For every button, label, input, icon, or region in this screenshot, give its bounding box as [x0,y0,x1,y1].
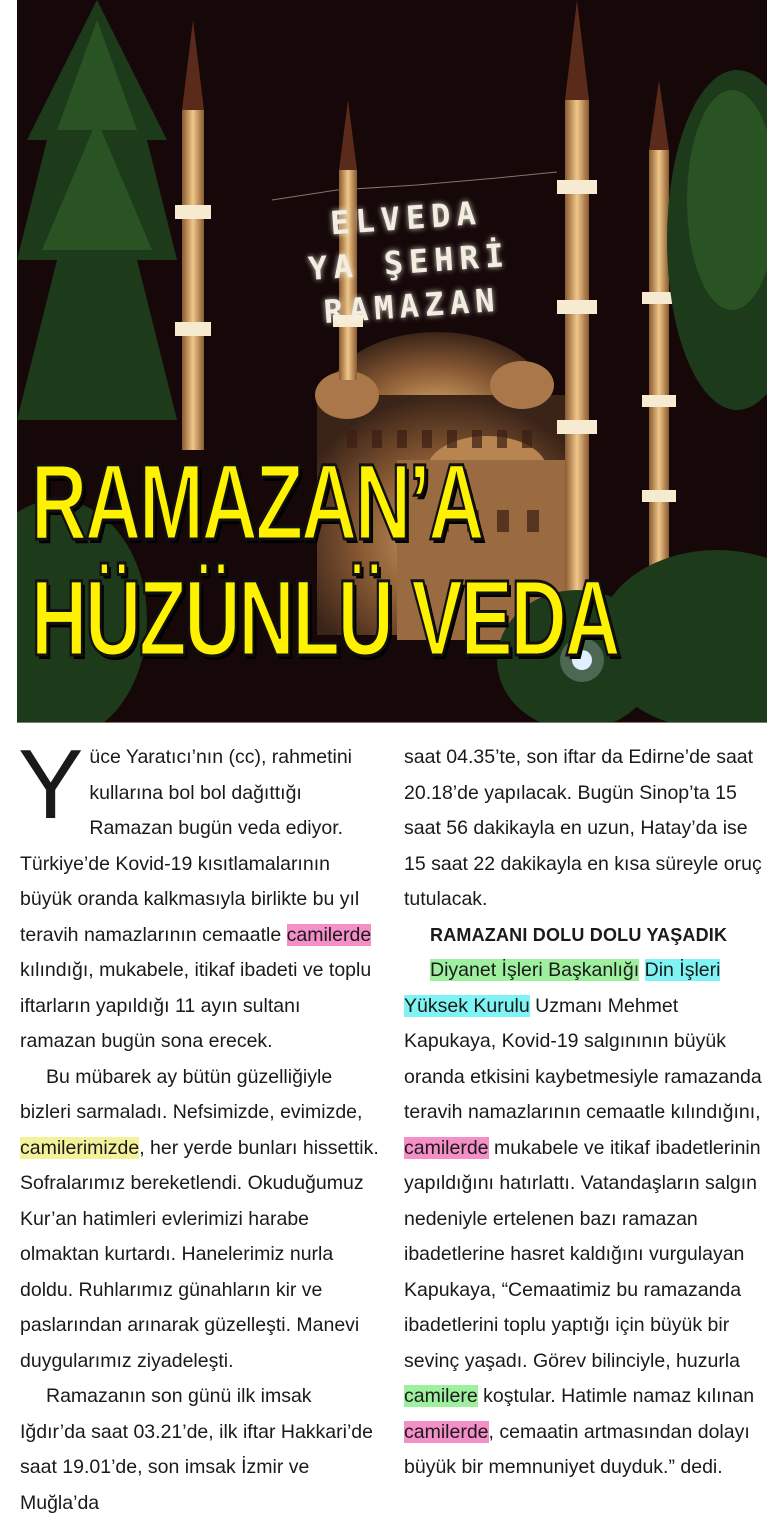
highlight-camilerde: camilerde [404,1136,489,1159]
highlight-diyanet: Diyanet İşleri Başkanlığı [430,959,640,981]
paragraph-mubarek-ay [20,1060,380,1380]
mahya-line-3: RAMAZAN [322,280,502,332]
mahya-lights-text [275,187,544,337]
paragraph-text: , cemaatin artmasından dolayı büyük bir memnuniyet duyduk.” dedi. [404,1420,750,1478]
drop-cap: Y [18,729,84,839]
headline [31,441,767,678]
paragraph-text: mukabele ve itikaf ibadetlerinin yapıldığını hatırlattı. Vatandaşların salgın nedeniyle ertelenen bazı ramazan ibadetlerine hasret kaldığını vurgulayan Kapukaya, “Cemaatimiz bu ramazanda ibadetlerini toplu yaptığı için büyük bir sevinç yaşadı. Görev bilinciyle, huzurla [404,1136,761,1372]
paragraph-text: koştular. Hatimle namaz kılınan [477,1385,755,1407]
highlight-camilere: camilere [404,1385,478,1407]
highlight-camilerimizde: camilerimizde [20,1136,140,1159]
paragraph-text: , her yerde bunları hissettik. Sofralarımız bereketlendi. Okuduğumuz Kur’an hatimleri evlerimizi harabe olmaktan kurtardı. Hanelerimiz nurla doldu. Ruhlarımız günahların kir ve paslarından arınarak güzelleşti. Manevi duygularımız ziyadeleşti. [20,1136,379,1372]
paragraph-intro [18,729,380,1060]
mahya-line-2: YA ŞEHRİ [306,235,512,289]
hero-photo [17,0,767,723]
paragraph-text: üce Yaratıcı’nın (cc), rahmetini kullarına bol bol dağıttığı Ramazan bugün veda ediyor. Türkiye’de Kovid-19 kısıtlamalarının büyük oranda kalkmasıyla birlikte bu yıl teravih namazlarının cemaatle [20,746,360,946]
paragraph-text: Uzmanı Mehmet Kapukaya, Kovid-19 salgınının büyük oranda etkisini kaybetmesiyle ramazanda teravih namazlarının cemaatle kılındığını, [404,994,762,1123]
paragraph-text: kılındığı, mukabele, itikaf ibadeti ve toplu iftarların yapıldığı 11 ayın sultanı ramazan bugün sona erecek. [20,959,372,1052]
subheading: RAMAZANI DOLU DOLU YAŞADIK [430,924,728,945]
article-column-left [18,729,380,1521]
paragraph-text [639,959,644,981]
paragraph-kapukaya [404,953,769,1486]
highlight-din-isleri: Din İşleri Yüksek Kurulu [404,959,721,1017]
mahya-line-1: ELVEDA [328,193,483,243]
paragraph-oruc-sureleri: saat 04.35’te, son iftar da Edirne’de saat 20.18’de yapılacak. Bugün Sinop’ta 15 saat 56 dakikayla en uzun, Hatay’da ise 15 saat 22 dakikayla en kısa süreyle oruç tutulacak. [404,746,762,910]
headline-line-1: RAMAZAN’A [31,441,483,562]
paragraph-imsak-iftar: Ramazanın son günü ilk imsak Iğdır’da saat 03.21’de, ilk iftar Hakkari’de saat 19.01’de, son imsak İzmir ve Muğla’da [20,1385,373,1514]
paragraph-text: Bu mübarek ay bütün güzelliğiyle bizleri sarmaladı. Nefsimizde, evimizde, [20,1065,363,1123]
article-column-right [404,740,769,1486]
headline-line-2: HÜZÜNLÜ VEDA [31,557,619,678]
highlight-camilerde: camilerde [404,1420,489,1443]
highlight-camilerde: camilerde [286,923,372,946]
